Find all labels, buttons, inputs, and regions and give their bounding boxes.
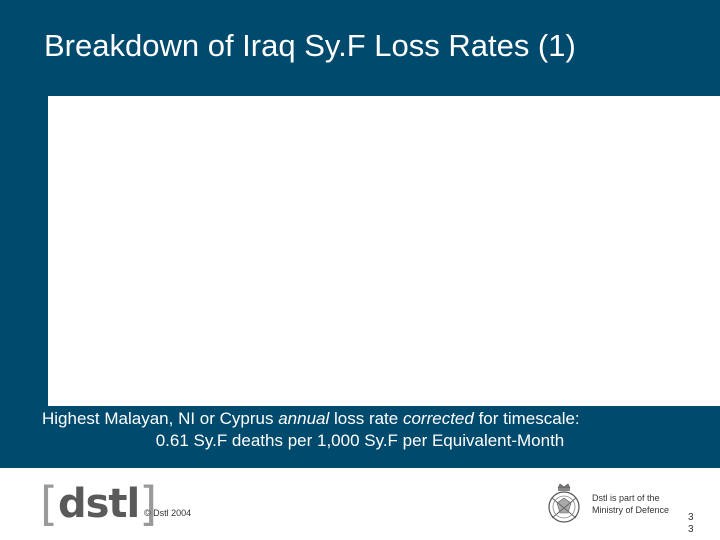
logo-word: dstl	[57, 481, 140, 527]
caption-mid: loss rate	[329, 409, 403, 428]
logo-close-bracket: ]	[139, 477, 158, 531]
caption-emphasis-annual: annual	[278, 409, 330, 428]
mod-crest-icon	[546, 480, 582, 526]
page-number	[688, 512, 698, 536]
copyright-text: © Dstl 2004	[144, 508, 192, 518]
dstl-logo	[40, 477, 158, 531]
mod-line-1: Dstl is part of the	[592, 493, 660, 503]
caption-emphasis-corrected: corrected	[402, 409, 474, 428]
caption-suffix: for timescale:	[473, 409, 580, 428]
logo-open-bracket: [	[40, 477, 58, 531]
slide-footer	[0, 468, 720, 540]
caption-line-2: 0.61 Sy.F deaths per 1,000 Sy.F per Equivalent-Month	[155, 431, 565, 450]
mod-statement	[592, 492, 669, 516]
caption-prefix: Highest Malayan, NI or Cyprus	[42, 409, 279, 428]
caption-line-1	[42, 408, 580, 430]
page-number-line-2: 3	[688, 524, 694, 535]
slide-title: Breakdown of Iraq Sy.F Loss Rates (1)	[44, 28, 576, 63]
mod-line-2: Ministry of Defence	[592, 505, 670, 515]
slide-content-area	[48, 96, 720, 406]
page-number-line-1: 3	[688, 512, 694, 523]
